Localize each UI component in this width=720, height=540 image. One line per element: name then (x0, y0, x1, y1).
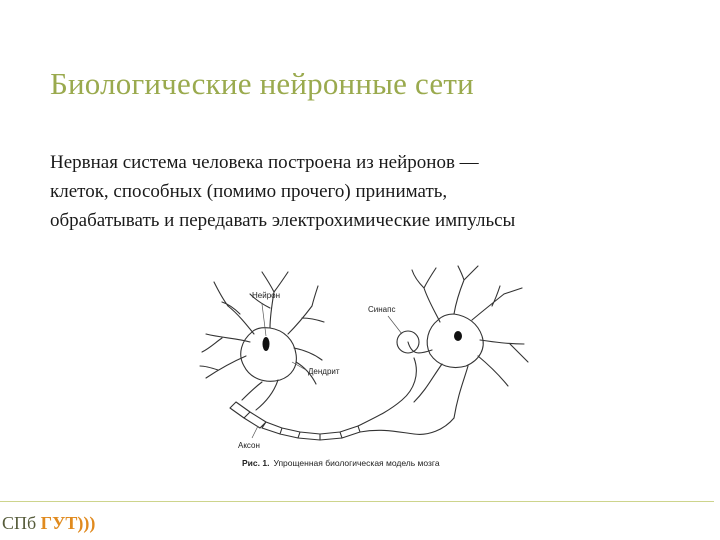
right-nucleus (454, 331, 462, 341)
left-neuron-soma (241, 328, 297, 382)
right-neuron-soma (427, 314, 483, 368)
neuron-diagram-svg (192, 262, 542, 472)
body-line: обрабатывать и передавать электрохимические импульсы (50, 210, 516, 231)
left-nucleus (263, 337, 270, 351)
leader-neuron (262, 304, 266, 336)
leader-synapse (388, 316, 402, 334)
slide-body-text (50, 148, 650, 235)
label-neuron: Нейрон (252, 291, 281, 300)
caption-prefix: Рис. 1. (242, 458, 270, 468)
caption-text: Упрощенная биологическая модель мозга (273, 458, 440, 468)
footer-divider (0, 501, 714, 502)
body-line: клеток, способных (помимо прочего) принимать, (50, 181, 448, 202)
logo-spb: СПб (2, 513, 37, 533)
axon-segment (230, 402, 360, 440)
connecting-axon (358, 358, 454, 434)
neuron-diagram (192, 262, 542, 472)
left-axon (242, 380, 278, 410)
label-axon: Аксон (238, 441, 260, 450)
slide-title: Биологические нейронные сети (50, 66, 474, 101)
label-synapse: Синапс (368, 305, 396, 314)
body-line: Нервная система человека построена из нейронов — (50, 152, 479, 173)
figure-caption (242, 458, 440, 468)
label-dendrite: Дендрит (308, 367, 340, 376)
logo-gut: ГУТ (40, 513, 78, 533)
leader-axon (252, 426, 258, 438)
right-dendrite (408, 266, 528, 418)
logo-waves-icon: ))) (77, 513, 96, 533)
university-logo (2, 513, 95, 534)
